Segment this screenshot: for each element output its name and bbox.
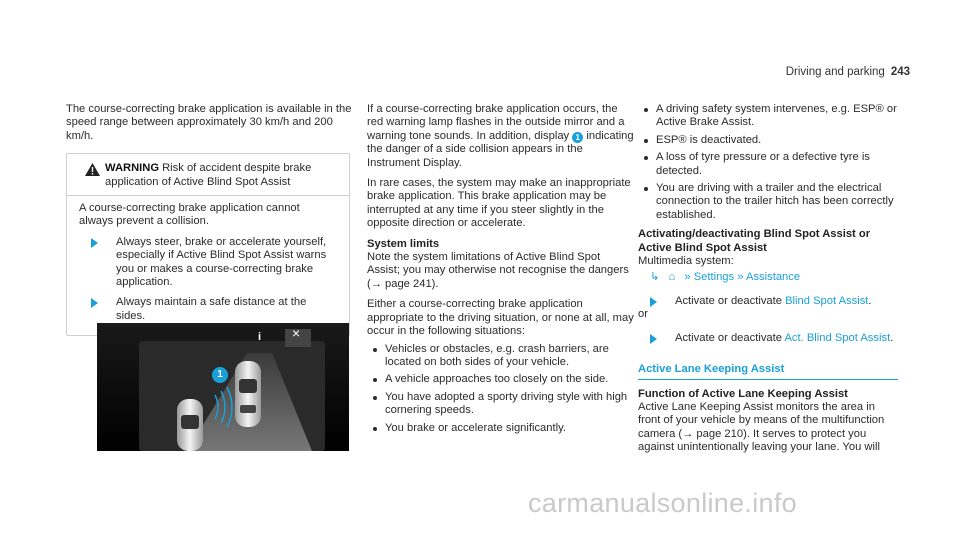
assistance-link[interactable]: Assistance: [745, 271, 801, 284]
warning-title: Risk of accident despite brake application of Active Blind Spot Assist: [105, 162, 312, 188]
chevron-right-icon: »: [684, 271, 691, 284]
blind-spot-assist-link[interactable]: Blind Spot Assist: [785, 294, 869, 307]
multimedia-label: Multimedia system:: [638, 255, 734, 268]
column-right: [638, 103, 898, 455]
list-item: Vehicles or obstacles, e.g. crash barriers, are located on both sides of your vehicle.: [367, 343, 635, 370]
callout-1-icon: 1: [572, 132, 583, 143]
return-arrow-icon: ↳: [650, 271, 660, 284]
settings-link[interactable]: Settings: [693, 271, 735, 284]
menu-path: [650, 271, 898, 284]
bullet-icon: [373, 427, 377, 431]
warning-label: WARNING: [105, 162, 160, 175]
list-item: A driving safety system intervenes, e.g. ESP® or Active Brake Assist.: [638, 103, 898, 130]
situations-intro: Either a course-correcting brake application appropriate to the driving situation, or none at all, may occur in the following situations:: [367, 298, 634, 338]
step-arrow-icon: [91, 298, 105, 308]
or-label: or: [638, 308, 648, 321]
intro-paragraph: The course-correcting brake application is available in the speed range between approximately 30 km/h and 200 km/h.: [66, 103, 352, 142]
home-icon: ⌂: [668, 271, 676, 284]
column-middle: [367, 103, 635, 435]
page-number: 243: [890, 66, 910, 78]
brake-paragraph: If a course-correcting brake application occurs, the red warning lamp flashes in the outside mirror and a warning tone sounds. In addition, display 1 indicating the danger of a side collision appears in the Instrument Display.: [367, 103, 634, 169]
list-item: A vehicle approaches too closely on the side.: [367, 373, 635, 386]
list-item: You have adopted a sporty driving style with high cornering speeds.: [367, 391, 635, 418]
step-arrow-icon: [650, 297, 664, 307]
system-limits-heading: System limits: [367, 237, 440, 250]
rare-cases-paragraph: In rare cases, the system may make an inappropriate brake application. This brake application may be interrupted at any time if you steer slightly in the opposite direction or accelerate.: [367, 177, 631, 230]
list-item: ESP® is deactivated.: [638, 134, 898, 147]
list-item: You brake or accelerate significantly.: [367, 422, 635, 435]
bullet-icon: [644, 139, 648, 143]
lane-keeping-section-title: Active Lane Keeping Assist: [638, 363, 898, 379]
activate-step: Activate or deactivate Act. Blind Spot Assist.: [638, 332, 898, 345]
chevron-right-icon: »: [737, 271, 744, 284]
instrument-display-image: [97, 323, 349, 451]
activate-heading: Activating/deactivating Blind Spot Assist or Active Blind Spot Assist: [638, 228, 871, 254]
callout-1-icon: 1: [212, 367, 228, 383]
warning-step: Always steer, brake or accelerate yourself, especially if Active Blind Spot Assist warns you or makes a course-correcting brake application.: [79, 236, 337, 290]
warning-body: [67, 195, 349, 323]
bullet-icon: [373, 348, 377, 352]
bullet-icon: [644, 187, 648, 191]
warning-box: [66, 153, 350, 336]
step-arrow-icon: [650, 334, 664, 344]
warning-header: [67, 162, 349, 189]
warning-triangle-icon: [85, 163, 103, 189]
act-blind-spot-assist-link[interactable]: Act. Blind Spot Assist: [784, 331, 891, 344]
column-left: [66, 103, 352, 336]
function-heading: Function of Active Lane Keeping Assist: [638, 387, 848, 400]
bullet-icon: [373, 378, 377, 382]
running-header: [786, 66, 910, 79]
list-item: You are driving with a trailer and the electrical connection to the trailer hitch has been correctly established.: [638, 182, 898, 222]
bullet-icon: [644, 156, 648, 160]
warning-step: Always maintain a safe distance at the sides.: [79, 296, 337, 323]
watermark: carmanualsonline.info: [528, 488, 797, 518]
bullet-icon: [373, 396, 377, 400]
info-icon: i: [258, 331, 262, 343]
activate-step: Activate or deactivate Blind Spot Assist.: [638, 295, 898, 308]
function-text: Active Lane Keeping Assist monitors the area in front of your vehicle by means of the multifunction camera (→ page 210). It serves to protect you against unintentionally leaving your lane. You will: [638, 400, 885, 454]
system-limits-text: Note the system limitations of Active Blind Spot Assist; you may otherwise not recognise the dangers (→ page 241).: [367, 251, 629, 290]
warning-text: A course-correcting brake application cannot always prevent a collision.: [79, 202, 300, 228]
list-item: A loss of tyre pressure or a defective tyre is detected.: [638, 151, 898, 178]
section-title: Driving and parking: [785, 66, 885, 78]
step-arrow-icon: [91, 238, 105, 248]
close-icon: ×: [292, 325, 301, 341]
bullet-icon: [644, 108, 648, 112]
